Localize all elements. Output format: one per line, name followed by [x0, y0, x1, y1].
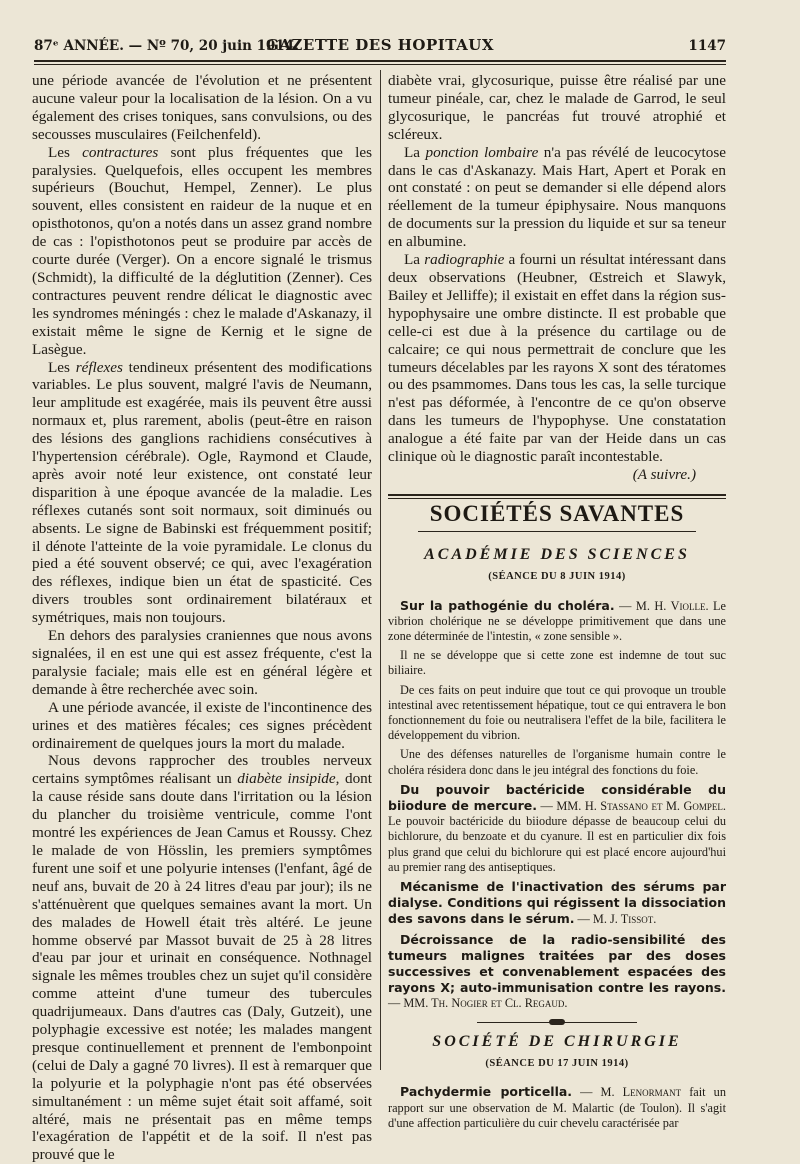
page-header — [34, 30, 726, 56]
report-text: Le pouvoir bactéricide du biiodure dépasse de beaucoup celui du bichlorure, du benzoate et du cyanure. Il est en particulier dix fois plus grand que celui du bichlorure qui est placé encore aujourd'hui au premier rang des antiseptiques. — [388, 814, 726, 874]
journal-title: GAZETTE DES HOPITAUX — [265, 36, 494, 54]
report-text: De ces faits on peut induire que tout ce qui provoque un trouble intestinal avec retentissement hépatique, tout ce qui entravera le bon fonctionnement du foie ou neutralisera l'effet de la bile, facilitera le développement du vibrion. — [388, 682, 726, 743]
paragraph: une période avancée de l'évolution et ne présentent aucune valeur pour la localisation de la lésion. On a vu également des crises toniques, sans convulsions, ou des secousses musculaires (Feilchenfeld). — [32, 72, 372, 143]
section-rule-thin — [388, 498, 726, 499]
academie-seance: (SÉANCE DU 8 JUIN 1914) — [488, 570, 626, 582]
text-run: La — [404, 251, 425, 269]
italic-term: contractures — [82, 143, 159, 161]
paragraph — [388, 144, 726, 251]
paragraph — [32, 144, 372, 359]
text-run: La — [404, 143, 426, 161]
paragraph — [32, 752, 372, 1164]
text-run: Les — [48, 358, 76, 376]
a-suivre: (A suivre.) — [632, 465, 696, 483]
report-item — [388, 648, 726, 678]
italic-term: radiographie — [424, 251, 505, 269]
text-run: n'a pas révélé de leucocytose dans le cas d'Askanazy. Mais Hart, Apert et Porak en ont constaté : on peut se demander si elle dépend alors réellement de la tumeur épiphysaire. Nous manquons de documents sur la pression du liquide et sur sa teneur en albumine. — [388, 143, 726, 251]
report-text: Le vibrion cholérique ne se développe primitivement que dans une zone déterminée de l'intestin, « zone sensible ». — [388, 598, 727, 643]
paragraph — [32, 359, 372, 628]
report-item — [388, 879, 726, 928]
report-title: Sur la pathogénie du choléra. — [400, 597, 615, 613]
report-title: Pachydermie porticella. — [400, 1084, 573, 1100]
section-title: SOCIÉTÉS SAVANTES — [429, 500, 685, 526]
report-author: — M. H. Violle. — [614, 598, 709, 613]
report-author: — MM. H. Stassano et M. Gompel. — [537, 799, 726, 813]
column-divider — [380, 70, 381, 1070]
text-run: Les — [48, 143, 83, 161]
report-item — [388, 932, 726, 1012]
chirurgie-seance: (SÉANCE DU 17 JUIN 1914) — [485, 1057, 629, 1069]
report-title: Mécanisme de l'inactivation des sérums par dialyse. Conditions qui régissent la dissociation des savons dans le sérum. — [388, 879, 726, 927]
report-item — [388, 683, 726, 744]
academie-items — [388, 598, 726, 1012]
text-run: tendineux présentent des modifications variables. Le plus souvent, malgré l'avis de Neumann, leur amplitude est exagérée, mais ils peuvent être aussi normaux et, plus rarement, abolis (peut-être en raison des lésions des ganglions rachidiens consécutives à l'hypertension cérébrale). Ogle, Raymond et Claude, après avoir noté leur existence, ont constaté leur disparition à une époque avancée de la maladie. Les réflexes cutanés sont soit normaux, soit diminués ou absents. Le signe de Babinski est fréquemment positif; il dénote l'atteinte de la voie pyramidale. Le clonus du pied a été souvent observé; ce qui, avec l'exagération des réflexes, indique bien un état de spasticité. Ces divers troubles sont ordinairement bilatéraux et symétriques, mais non toujours. — [32, 358, 372, 627]
report-text: fait un rapport sur une observation de M. Malartic (de Toulon). Il s'agit d'une affection particulière du cuir chevelu caractérisée par — [388, 1085, 726, 1130]
section-title-rule — [418, 531, 696, 532]
text-run: sont plus fréquentes que les paralysies. Quelquefois, elles occupent les membres supérieurs (Bouchut, Hempel, Zenner). Le plus souvent, elles consistent en raideur de la nuque et en opisthotonos, qu'on a notés dans un assez grand nombre de cas : l'opisthotonos peut se produire par accès de courte durée (Verger). On a encore signalé le trismus (Schmidt), la difficulté de la déglutition (Zenner). Ces contractures peuvent rendre délicat le diagnostic avec les syndromes méningés : chez le malade d'Askanazy, il existait même le signe de Kernig et le signe de Lasègue. — [32, 143, 372, 358]
paragraph: En dehors des paralysies craniennes que nous avons signalées, il en est une qui est assez fréquente, c'est la paralysie faciale; mais elle est en général légère et demande à être recherchée avec soin. — [32, 627, 372, 698]
text-run: , dont la cause réside sans doute dans l'irritation ou la lésion du plancher du troisième ventricule, comme l'ont montré les expériences de Jean Camus et Roussy. Chez le malade de von Hösslin, les premiers symptômes furent une soif et une polyurie intenses (l'enfant, âgé de neuf ans, buvait de 20 à 24 litres d'eau par jour); ils ne s'atténuèrent que quelques semaines avant la mort. Un des malades de Howell était très altéré. Le jeune homme observé par Massot buvait de 25 à 28 litres d'eau par jour et urinait en conséquence. Nothnagel signale les mêmes troubles chez un sujet qu'il considère comme atteint d'une tumeur des tubercules quadrijumeaux. Dans d'autres cas (Daly, Gutzeit), une polyphagie excessive est notée; les malades mangent presque continuellement et prennent de l'embonpoint (celui de Daly a gagné 70 livres). Il est à remarquer que la polyurie et la polyphagie n'ont pas été observées simultanément : un même sujet était soit affamé, soit altéré, mais ne présentait pas en même temps l'exagération de l'appétit et de la soif. Il n'est pas prouvé que le — [32, 770, 372, 1164]
italic-term: diabète insipide — [237, 770, 336, 788]
report-item — [388, 782, 726, 875]
academie-title: ACADÉMIE DES SCIENCES — [424, 545, 690, 563]
header-rule-thin — [34, 64, 726, 65]
report-text: Une des défenses naturelles de l'organisme humain contre le choléra résidera donc dans le jeu intégral des fonctions du foie. — [388, 747, 726, 777]
paragraph: diabète vrai, glycosurique, puisse être réalisé par une tumeur pinéale, car, chez le malade de Garrod, le seul glycosurique, le pancréas fut trouvé atrophié et scléreux. — [388, 72, 726, 143]
report-author: — M. Lenormant — [572, 1085, 682, 1100]
right-column — [388, 72, 726, 1135]
right-column-article — [388, 72, 726, 466]
italic-term: réflexes — [75, 358, 123, 376]
report-item — [388, 1084, 726, 1131]
page-number: 1147 — [688, 38, 726, 54]
header-rule — [34, 60, 726, 62]
paragraph — [388, 251, 726, 466]
report-item — [388, 747, 726, 777]
report-author: — MM. Th. Nogier et Cl. Regaud. — [388, 996, 568, 1011]
issue-info: 87ᵉ ANNÉE. — Nº 70, 20 juin 1914. — [34, 38, 299, 54]
report-title: Décroissance de la radio-sensibilité des tumeurs malignes traitées par des doses successives et convenablement espacées des rayons X; auto-immunisation contre les rayons. — [388, 931, 726, 996]
report-author: — M. J. Tissot. — [574, 912, 657, 927]
section-rule — [388, 494, 726, 496]
chirurgie-title: SOCIÉTÉ DE CHIRURGIE — [432, 1032, 682, 1050]
ornament-dot — [549, 1019, 565, 1025]
ornament-rule — [477, 1022, 637, 1023]
report-text: Il ne se développe que si cette zone est indemne de tout suc biliaire. — [388, 648, 726, 678]
left-column — [32, 72, 372, 1164]
text-run: a fourni un résultat intéressant dans deux observations (Heubner, Œstreich et Slawyk, Bailey et Jelliffe); il existait en effet dans la région sus-hypophysaire une ombre distincte. Il est probable que celle-ci est due à la présence du cartilage ou de calcaire; ce qui nous permettrait de conclure que les tumeurs décelables par les rayons X sont des tératomes ou des psammomes. Dans tous les cas, la selle turcique n'est pas déformée, à l'encontre de ce qu'on observe dans les tumeurs de l'hypophyse. Une constatation analogue a été faite par van der Heide dans un cas clinique où le diagnostic paraît incontestable. — [388, 251, 726, 466]
text-run: Nous devons rapprocher des troubles nerveux certains symptômes réalisant un — [32, 752, 372, 788]
paragraph: A une période avancée, il existe de l'incontinence des urines et des matières fécales; ces signes précèdent ordinairement de quelques jours la mort du malade. — [32, 698, 372, 752]
chirurgie-items — [388, 1084, 726, 1131]
report-title: Du pouvoir bactéricide considérable du biiodure de mercure. — [388, 781, 726, 813]
report-item — [388, 598, 726, 645]
italic-term: ponction lombaire — [425, 143, 539, 161]
